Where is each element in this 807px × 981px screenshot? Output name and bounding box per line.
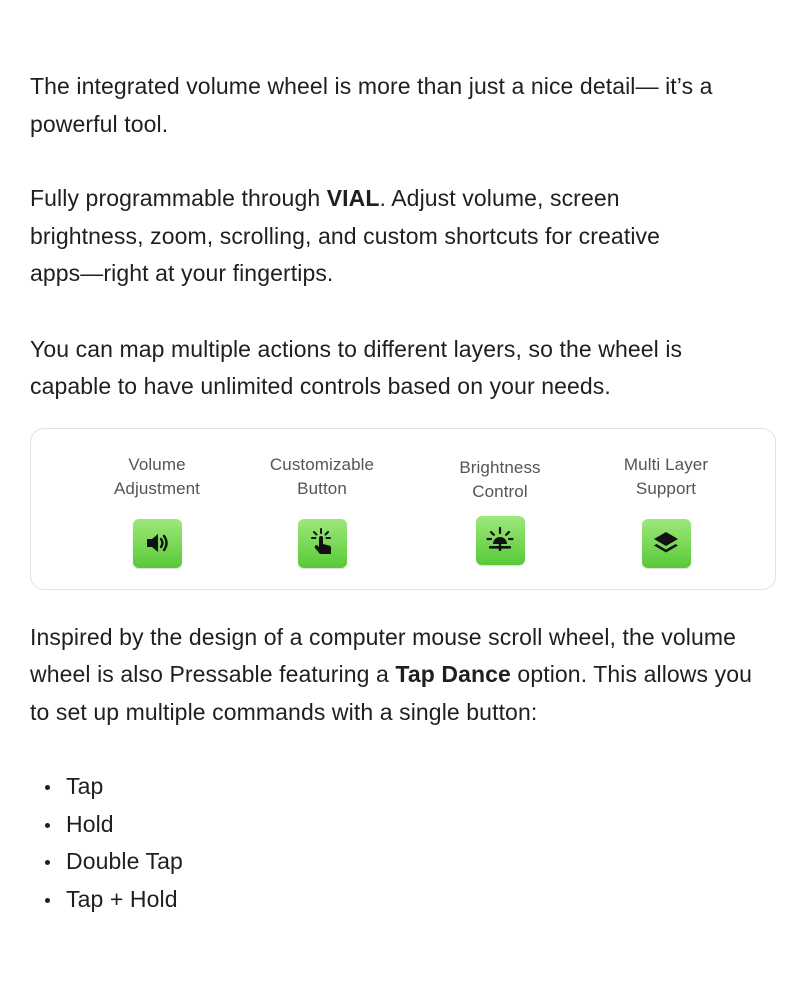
intro-paragraph: The integrated volume wheel is more than just a nice detail— it’s a powerful tool. <box>30 73 713 137</box>
features-card <box>30 428 776 590</box>
vial-text-before: Fully programmable through <box>30 185 327 211</box>
article-content <box>30 68 780 918</box>
feature-brightness <box>425 456 575 565</box>
vial-paragraph <box>30 180 670 293</box>
tap-dance-options-list <box>30 768 780 918</box>
inspired-text-after: option. This allows you to set up multiple commands with a single button: <box>30 661 752 725</box>
tap-finger-icon <box>298 519 347 568</box>
speaker-volume-icon <box>133 519 182 568</box>
layers-paragraph: You can map multiple actions to different layers, so the wheel is capable to have unlimited controls based on your needs. <box>30 335 683 399</box>
feature-label: Multi Layer Support <box>623 454 709 498</box>
feature-label: Volume Adjustment <box>113 454 201 498</box>
inspired-text-before: Inspired by the design of a computer mouse scroll wheel, the volume wheel is also Pressable featuring a <box>30 623 737 687</box>
list-item: Tap + Hold <box>30 881 780 919</box>
feature-volume <box>82 453 232 568</box>
tap-dance-bold: Tap Dance <box>395 661 511 687</box>
list-item: Tap <box>30 768 780 806</box>
feature-label: Customizable Button <box>269 454 375 498</box>
brightness-sun-icon <box>476 516 525 565</box>
inspired-paragraph <box>30 619 765 732</box>
layers-icon <box>642 519 691 568</box>
feature-layers <box>591 453 741 568</box>
list-item: Hold <box>30 806 780 844</box>
feature-label: Brightness Control <box>459 457 541 501</box>
list-item: Double Tap <box>30 843 780 881</box>
vial-bold: VIAL <box>326 185 380 211</box>
vial-text-after: . Adjust volume, screen brightness, zoom, scrolling, and custom shortcuts for creative apps—right at your fingertips. <box>30 185 661 286</box>
feature-button <box>247 453 397 568</box>
